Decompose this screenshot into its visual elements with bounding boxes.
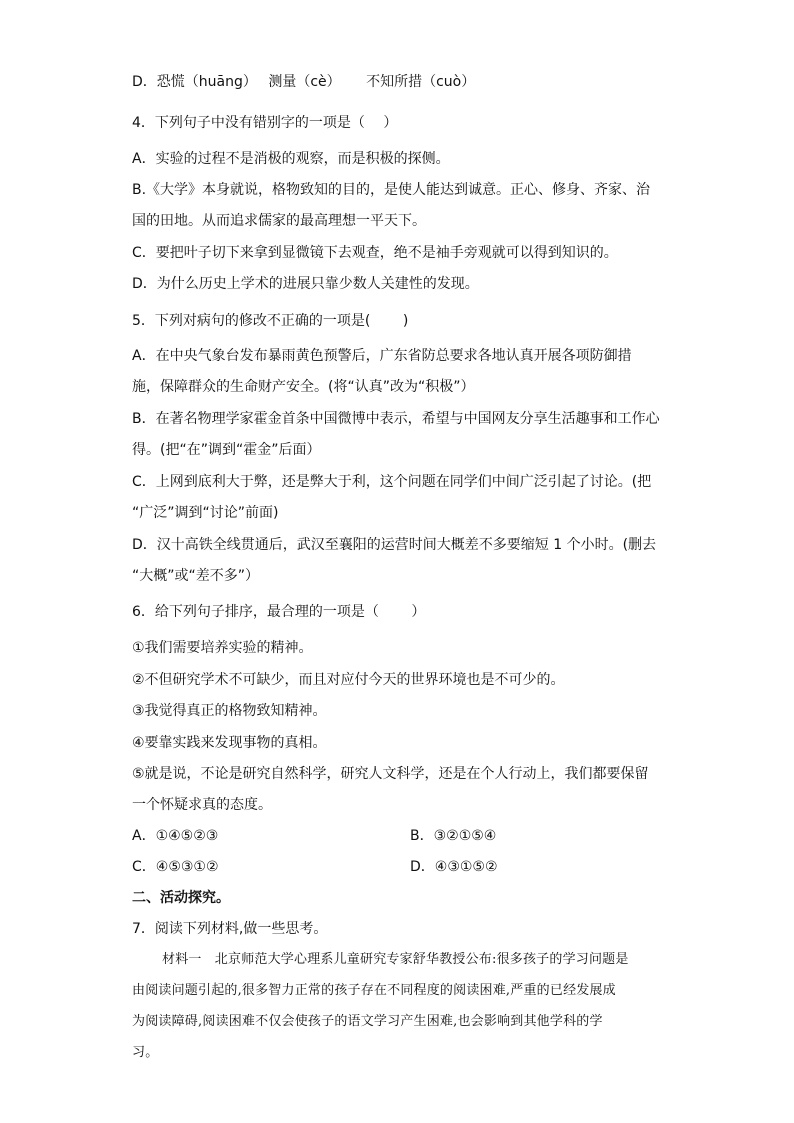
q6-stem: 6．给下列句子排序，最合理的一项是（ ） [132, 604, 426, 620]
q6-sentence-4: ④要靠实践来发现事物的真相。 [132, 735, 327, 751]
q6-sentence-3: ③我觉得真正的格物致知精神。 [132, 703, 327, 719]
q4-option-a: A．实验的过程不是消极的观察，而是积极的探侧。 [132, 151, 450, 167]
q5-option-b-line2: 得。(把“在”调到“霍金”后面） [132, 442, 321, 458]
material-line-2: 由阅读问题引起的,很多智力正常的孩子存在不同程度的阅读困难,严重的已经发展成 [132, 983, 616, 998]
q6-option-d: D．④③①⑤② [410, 859, 498, 875]
q5-option-a-line2: 施，保障群众的生命财产安全。(将“认真”改为“积极”） [132, 379, 475, 395]
q4-option-b-line1: B.《大学》本身就说，格物致知的目的，是使人能达到诚意。正心、修身、齐家、治 [132, 182, 651, 198]
q6-sentence-5-line1: ⑤就是说，不论是研究自然科学，研究人文科学，还是在个人行动上，我们都要保留 [132, 766, 649, 782]
q5-option-d-line2: “大概”或“差不多”） [132, 568, 260, 584]
material-line-4: 习。 [132, 1045, 159, 1060]
q6-sentence-5-line2: 一个怀疑求真的态度。 [132, 797, 272, 813]
material-line-1: 材料一 北京师范大学心理系儿童研究专家舒华教授公布:很多孩子的学习问题是 [162, 952, 629, 967]
q5-option-a-line1: A．在中央气象台发布暴雨黄色预警后，广东省防总要求各地认真开展各项防御措 [132, 348, 632, 364]
q5-option-c-line2: “广泛”调到“讨论”前面) [132, 505, 279, 521]
q5-option-d-line1: D．汉十高铁全线贯通后，武汉至襄阳的运营时间大概差不多要缩短 1 个小时。(删去 [132, 537, 657, 553]
q7-stem: 7．阅读下列材料,做一些思考。 [132, 921, 328, 937]
q5-stem: 5．下列对病句的修改不正确的一项是( ) [132, 313, 409, 329]
q4-stem: 4．下列句子中没有错别字的一项是（ ） [132, 115, 398, 131]
q5-option-c-line1: C．上网到底利大于弊，还是弊大于利，这个问题在同学们中间广泛引起了讨论。(把 [132, 474, 652, 490]
q6-sentence-2: ②不但研究学术不可缺少，而且对应付今天的世界环境也是不可少的。 [132, 672, 565, 688]
q6-option-c: C．④⑤③①② [132, 859, 219, 875]
material-line-3: 为阅读障碍,阅读困难不仅会使孩子的语文学习产生困难,也会影响到其他学科的学 [132, 1014, 603, 1029]
q6-option-b: B．③②①⑤④ [410, 828, 497, 844]
q5-option-b-line1: B．在著名物理学家霍金首条中国微博中表示，希望与中国网友分享生活趣事和工作心 [132, 411, 660, 427]
q6-option-a: A．①④⑤②③ [132, 828, 219, 844]
q7-material-one [132, 944, 662, 1068]
section-heading-activity: 二、活动探究。 [132, 890, 230, 906]
q3-option-d: D．恐慌（huāng） 测量（cè） 不知所措（cuò） [132, 74, 476, 90]
q4-option-b-line2: 国的田地。从而追求儒家的最高理想一平天下。 [132, 213, 426, 229]
q6-sentence-1: ①我们需要培养实验的精神。 [132, 640, 313, 656]
q4-option-d: D．为什么历史上学术的进展只靠少数人关建性的发现。 [132, 276, 479, 292]
q4-option-c: C．要把叶子切下来拿到显微镜下去观查，绝不是袖手旁观就可以得到知识的。 [132, 245, 618, 261]
